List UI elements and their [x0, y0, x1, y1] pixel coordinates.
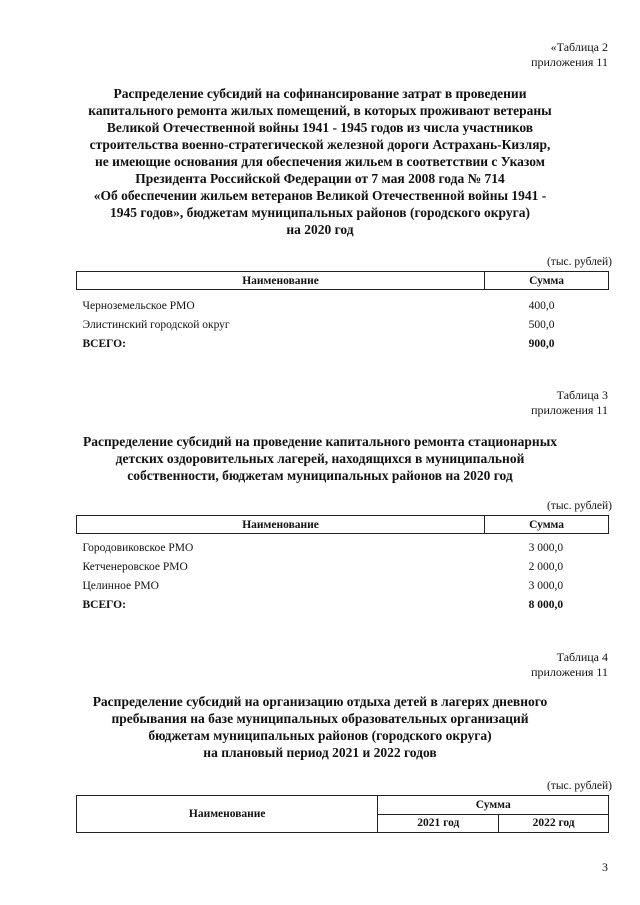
total-sum: 900,0	[528, 337, 555, 350]
table3-title	[60, 433, 580, 484]
title-line: Распределение субсидий на организацию отдыха детей в лагерях дневного	[92, 694, 548, 709]
table-row	[77, 538, 609, 557]
row-sum: 3 000,0	[528, 579, 564, 592]
total-sum: 8 000,0	[528, 598, 564, 611]
table-row	[77, 576, 609, 595]
title-line: не имеющие основания для обеспечения жильем в соответствии с Указом	[95, 154, 545, 169]
table2-caption	[531, 40, 608, 70]
title-line: Президента Российской Федерации от 7 мая 2008 года № 714	[135, 171, 505, 186]
title-line: Распределение субсидий на софинансирование затрат в проведении	[113, 86, 527, 101]
total-row	[77, 334, 609, 353]
table3	[76, 515, 609, 614]
table2-title	[60, 85, 580, 238]
header-name: Наименование	[77, 272, 485, 290]
table-header-row	[77, 796, 609, 815]
table4-caption-line2: приложения 11	[531, 665, 608, 679]
total-name: ВСЕГО:	[82, 598, 126, 611]
row-name: Целинное РМО	[82, 579, 159, 592]
row-name: Элистинский городской округ	[82, 318, 230, 331]
table4-title	[60, 693, 580, 761]
table4-caption	[531, 650, 608, 680]
header-name: Наименование	[77, 516, 485, 534]
table-header-row	[77, 272, 609, 290]
table-header-row	[77, 516, 609, 534]
page-number: 3	[602, 860, 608, 874]
table-row	[77, 296, 609, 315]
header-sum: Сумма	[378, 796, 609, 815]
table2-units: (тыс. рублей)	[546, 256, 612, 268]
total-name: ВСЕГО:	[82, 337, 126, 350]
title-line: на 2020 год	[286, 222, 354, 237]
title-line: 1945 годов», бюджетам муниципальных районов (городского округа)	[110, 205, 530, 220]
title-line: Распределение субсидий на проведение капитального ремонта стационарных	[83, 434, 557, 449]
table4-caption-line1: Таблица 4	[556, 650, 608, 664]
title-line: капитального ремонта жилых помещений, в которых проживают ветераны	[88, 103, 552, 118]
title-line: бюджетам муниципальных районов (городского округа)	[148, 728, 492, 743]
header-sum: Сумма	[485, 516, 609, 534]
table3-units: (тыс. рублей)	[546, 500, 612, 512]
table-row	[77, 315, 609, 334]
table3-caption-line2: приложения 11	[531, 403, 608, 417]
title-line: на плановый период 2021 и 2022 годов	[203, 745, 437, 760]
title-line: пребывания на базе муниципальных образовательных организаций	[111, 711, 529, 726]
header-sum: Сумма	[485, 272, 609, 290]
header-year-2022: 2022 год	[499, 814, 609, 833]
table4-units: (тыс. рублей)	[546, 780, 612, 792]
row-name: Городовиковское РМО	[82, 541, 194, 554]
title-line: Великой Отечественной войны 1941 - 1945 годов из числа участников	[106, 120, 534, 135]
table2-caption-line1: «Таблица 2	[550, 40, 608, 54]
row-sum: 500,0	[528, 318, 555, 331]
row-sum: 400,0	[528, 299, 555, 312]
table-row	[77, 557, 609, 576]
row-name: Черноземельское РМО	[82, 299, 195, 312]
row-name: Кетченеровское РМО	[82, 560, 188, 573]
table2-caption-line2: приложения 11	[531, 55, 608, 69]
table3-caption-line1: Таблица 3	[556, 388, 608, 402]
title-line: собственности, бюджетам муниципальных районов на 2020 год	[127, 468, 513, 483]
total-row	[77, 595, 609, 614]
row-sum: 3 000,0	[528, 541, 564, 554]
header-name: Наименование	[77, 796, 378, 833]
title-line: строительства военно-стратегической железной дороги Астрахань-Кизляр,	[89, 137, 551, 152]
title-line: «Об обеспечении жильем ветеранов Великой Отечественной войны 1941 -	[93, 188, 547, 203]
table2	[76, 271, 609, 353]
title-line: детских оздоровительных лагерей, находящихся в муниципальной	[115, 451, 525, 466]
header-year-2021: 2021 год	[378, 814, 499, 833]
table4	[76, 795, 609, 833]
row-sum: 2 000,0	[528, 560, 564, 573]
table3-caption	[531, 388, 608, 418]
